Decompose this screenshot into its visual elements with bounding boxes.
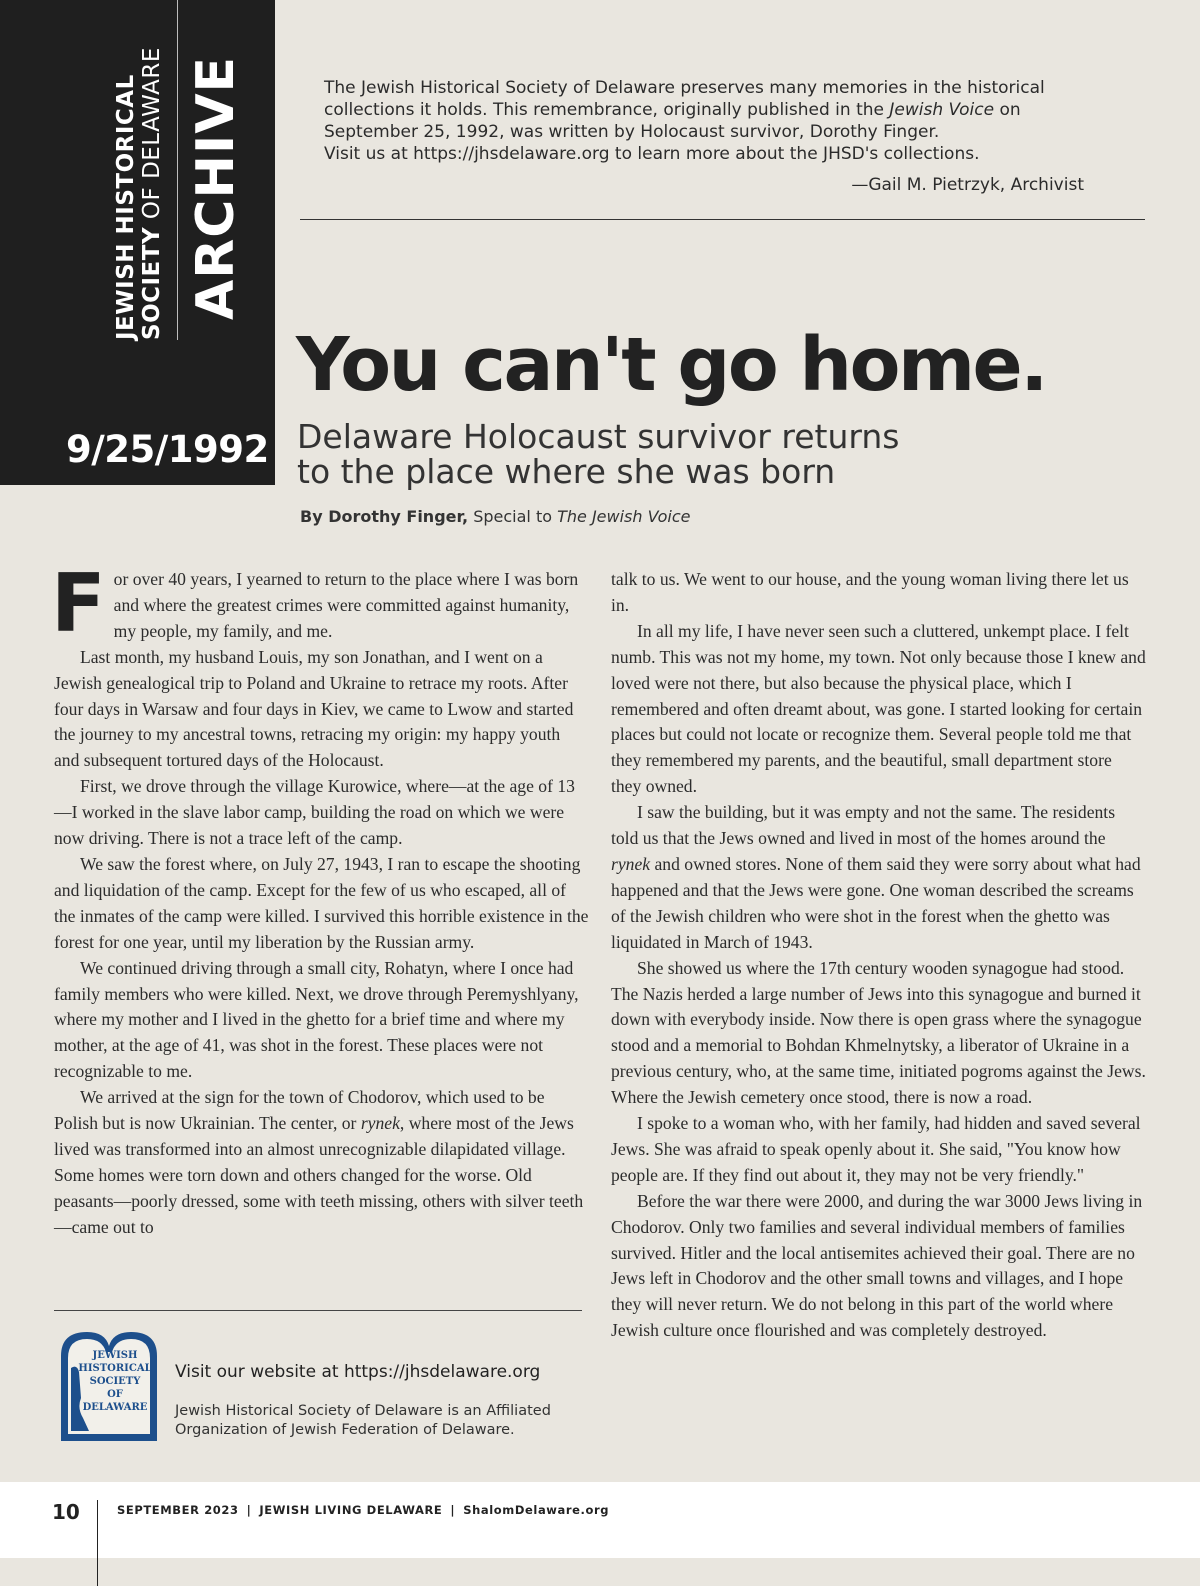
affiliation-note: Jewish Historical Society of Delaware is an Affiliated Organization of Jewish Federation of Delaware. <box>175 1403 551 1438</box>
society-name <box>113 47 165 340</box>
headline: You can't go home. <box>296 322 1046 408</box>
svg-text:JEWISH: JEWISH <box>92 1350 138 1361</box>
article-paragraph: For over 40 years, I yearned to return to the place where I was born and where the greatest crimes were committed against humanity, my people, my family, and me. <box>51 557 579 650</box>
article-paragraph: First, we drove through the village Kurowice, where—at the age of 13—I worked in the slave labor camp, building the road on which we were now driving. There is not a trace left of the camp. <box>54 776 575 849</box>
intro-visit: Visit us at https://jhsdelaware.org to learn more about the JHSD's collections. <box>324 144 980 164</box>
society-name-line2: SOCIETY OF DELAWARE <box>139 47 165 340</box>
jhsd-logo <box>57 1328 161 1443</box>
footer-divider <box>97 1500 98 1586</box>
archive-label: ARCHIVE <box>186 55 246 320</box>
article-paragraph: We arrived at the sign for the town of Chodorov, which used to be Polish but is now Ukrainian. The center, or rynek, where most of the Jews lived was transformed into an almost unrecognizable dilapidated village. Some homes were torn down and others changed for the worse. Old peasants—poorly dressed, some with teeth missing, others with silver teeth—came out to <box>54 1087 584 1237</box>
svg-text:HISTORICAL: HISTORICAL <box>78 1363 152 1374</box>
article-paragraph: She showed us where the 17th century wooden synagogue had stood. The Nazis herded a large number of Jews into this synagogue and burned it down with everybody inside. Now there is open grass where the synagogue stood and a memorial to Bohdan Khmelnytsky, a liberator of Ukraine in a previous century, who, at the same time, initiated pogroms against the Jews. Where the Jewish cemetery once stood, there is now a road. <box>611 957 1146 1108</box>
article-paragraph: I saw the building, but it was empty and not the same. The residents told us that the Jews owned and lived in most of the homes around the rynek and owned stores. None of them said they were sorry about what had happened and that the Jews were gone. One woman described the screams of the Jewish children who were shot in the forest when the ghetto was liquidated in March of 1943. <box>611 802 1141 952</box>
archivist-signature: —Gail M. Pietrzyk, Archivist <box>851 175 1084 195</box>
article-column-1 <box>51 557 589 1241</box>
article-paragraph: Last month, my husband Louis, my son Jonathan, and I went on a Jewish genealogical trip to Poland and Ukraine to retrace my roots. After four days in Warsaw and four days in Kiev, we came to Lwow and started the journey to my ancestral towns, retracing my origin: my happy youth and subsequent tortured days of the Holocaust. <box>54 646 574 771</box>
svg-text:DELAWARE: DELAWARE <box>82 1402 148 1413</box>
footer-site-link[interactable]: ShalomDelaware.org <box>463 1503 610 1517</box>
svg-text:OF: OF <box>107 1389 123 1400</box>
archive-date: 9/25/1992 <box>66 428 269 471</box>
article-paragraph: We continued driving through a small city, Rohatyn, where I once had family members who were killed. Next, we drove through Peremyshlyany, where my mother and I lived in the ghetto for a brief time and where my mother, at the age of 41, was shot in the forest. These places were not recognizable to me. <box>54 957 579 1082</box>
article-paragraph: Before the war there were 2000, and during the war 3000 Jews living in Chodorov. Only two families and several individual members of families survived. Hitler and the local antisemites achieved their goal. There are no Jews left in Chodorov and the other small towns and villages, and I hope they will never return. We do not belong in this part of the world where Jewish culture once flourished and was completely destroyed. <box>611 1190 1143 1341</box>
archive-banner <box>0 0 275 485</box>
article-paragraph: In all my life, I have never seen such a cluttered, unkempt place. I felt numb. This was not my home, my town. Not only because those I knew and loved were not there, but also because the physical place, which I remembered and often dreamt about, was gone. I started looking for certain places but could not locate or recognize them. Several people told me that they remembered my parents, and the beautiful, small department store they owned. <box>611 620 1146 797</box>
footer-issue: SEPTEMBER 2023 <box>117 1503 239 1517</box>
society-name-line1: JEWISH HISTORICAL <box>113 74 139 340</box>
page-footer <box>0 1482 1200 1558</box>
article-paragraph: We saw the forest where, on July 27, 1943, I ran to escape the shooting and liquidation of the camp. Except for the few of us who escaped, all of the inmates of the camp were killed. I survived this horrible existence in the forest for one year, until my liberation by the Russian army. <box>54 853 589 952</box>
drop-cap: F <box>51 557 106 650</box>
article-column-2 <box>611 567 1146 1344</box>
page-number: 10 <box>52 1500 80 1524</box>
banner-divider <box>177 0 178 340</box>
footer-meta: SEPTEMBER 2023 | JEWISH LIVING DELAWARE | ShalomDelaware.org <box>117 1503 610 1517</box>
intro-divider <box>300 219 1145 220</box>
subheadline: Delaware Holocaust survivor returns to the place where she was born <box>297 417 900 491</box>
article-paragraph: talk to us. We went to our house, and the young woman living there let us in. <box>611 569 1129 615</box>
footer-magazine: JEWISH LIVING DELAWARE <box>259 1503 443 1517</box>
intro-text: The Jewish Historical Society of Delaware preserves many memories in the historical collections it holds. This remembrance, originally published in the Jewish Voice on September 25, 1992, was written by Holocaust survivor, Dorothy Finger. Visit us at https://jhsdelaware.org to learn more about the JHSD's collections. <box>324 77 1104 165</box>
svg-text:SOCIETY: SOCIETY <box>89 1376 141 1387</box>
byline: By Dorothy Finger, Special to The Jewish Voice <box>300 507 691 526</box>
promo-divider <box>54 1310 582 1311</box>
website-link[interactable]: Visit our website at https://jhsdelaware.org <box>175 1362 541 1382</box>
article-paragraph: I spoke to a woman who, with her family, had hidden and saved several Jews. She was afraid to speak openly about it. She said, "You know how people are. If they find out about it, they may not be very friendly." <box>611 1113 1141 1185</box>
